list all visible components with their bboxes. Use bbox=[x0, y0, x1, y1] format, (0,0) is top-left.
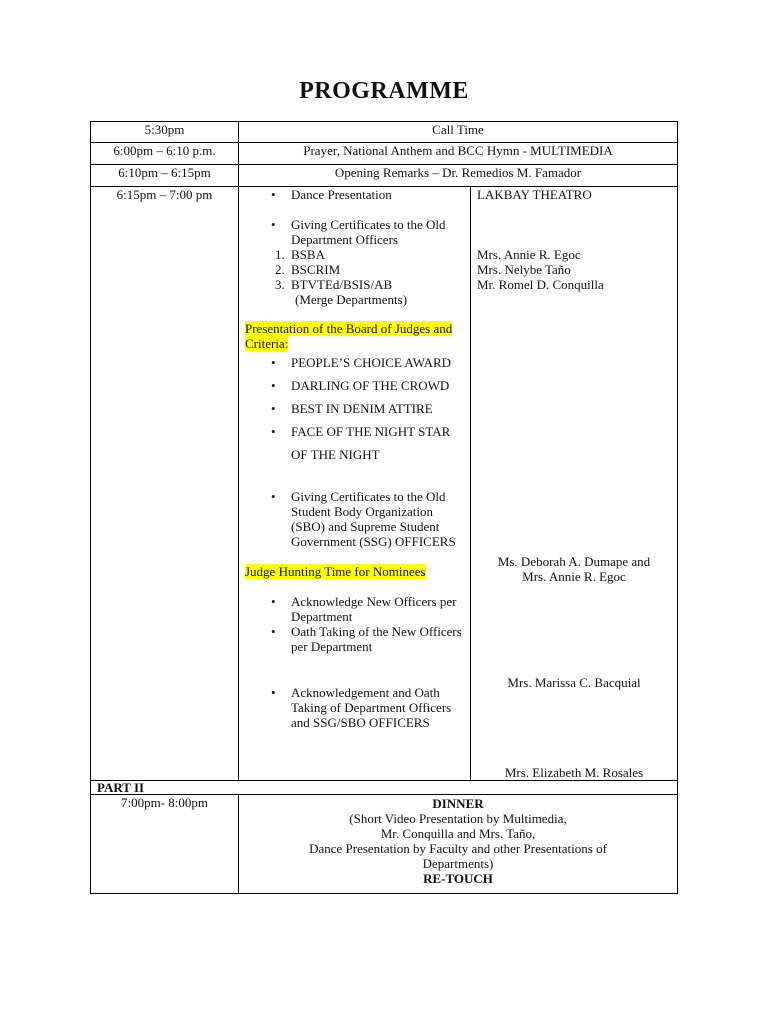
presenter-name: Mrs. Annie R. Egoc bbox=[522, 569, 626, 584]
page-title: PROGRAMME bbox=[299, 78, 469, 104]
list-item: • PEOPLE’S CHOICE AWARD bbox=[245, 351, 464, 374]
department-name: BSBA bbox=[291, 247, 325, 262]
sbo-cert-list bbox=[245, 489, 464, 549]
judge-hunting-heading bbox=[245, 564, 464, 579]
list-item bbox=[245, 247, 464, 262]
dinner-line: (Short Video Presentation by Multimedia, bbox=[349, 811, 567, 826]
dance-list bbox=[245, 187, 464, 202]
list-item: • Giving Certificates to the Old Department Officers bbox=[245, 217, 464, 247]
table-row bbox=[91, 122, 678, 143]
list-number: 2. bbox=[275, 262, 285, 277]
presenter-name: Mrs. Nelybe Taño bbox=[477, 262, 571, 277]
presenter-cell bbox=[471, 187, 678, 781]
list-number: 3. bbox=[275, 277, 285, 292]
time-cell: 5:30pm bbox=[91, 122, 239, 143]
time-cell: 6:15pm – 7:00 pm bbox=[91, 187, 239, 781]
list-item: • DARLING OF THE CROWD bbox=[245, 374, 464, 397]
list-item bbox=[245, 277, 464, 292]
cert-list bbox=[245, 217, 464, 247]
list-item: • FACE OF THE NIGHT STAR OF THE NIGHT bbox=[245, 420, 464, 466]
presenter-name: Mr. Romel D. Conquilla bbox=[477, 277, 604, 292]
activity-cell: Prayer, National Anthem and BCC Hymn - MULTIMEDIA bbox=[239, 143, 678, 165]
list-item: • Acknowledgement and Oath Taking of Department Officers and SSG/SBO OFFICERS bbox=[245, 685, 464, 730]
time-cell: 7:00pm- 8:00pm bbox=[91, 795, 239, 894]
awards-list bbox=[245, 351, 464, 466]
officers-list bbox=[245, 594, 464, 654]
ack-oath-list bbox=[245, 685, 464, 730]
dinner-line: Departments) bbox=[422, 856, 494, 871]
presenter-name: Ms. Deborah A. Dumape and bbox=[497, 554, 651, 569]
list-item: • BEST IN DENIM ATTIRE bbox=[245, 397, 464, 420]
list-number: 1. bbox=[275, 247, 285, 262]
department-name: BSCRIM bbox=[291, 262, 341, 277]
department-name: BTVTEd/BSIS/AB bbox=[291, 277, 393, 292]
highlight-text: Presentation of the Board of Judges and Criteria: bbox=[245, 321, 453, 351]
list-item bbox=[245, 262, 464, 277]
time-cell: 6:10pm – 6:15pm bbox=[91, 165, 239, 187]
activity-cell bbox=[239, 187, 471, 781]
presenter-name: Mrs. Elizabeth M. Rosales bbox=[504, 765, 644, 780]
dinner-label: DINNER bbox=[432, 796, 484, 811]
dinner-line: Dance Presentation by Faculty and other Presentations of bbox=[309, 841, 607, 856]
table-row bbox=[91, 187, 678, 781]
highlight-text: Judge Hunting Time for Nominees bbox=[245, 564, 426, 579]
time-cell: 6:00pm – 6:10 p.m. bbox=[91, 143, 239, 165]
activity-cell: Opening Remarks – Dr. Remedios M. Famador bbox=[239, 165, 678, 187]
programme-table bbox=[90, 121, 678, 894]
presenter-name: Mrs. Marissa C. Bacquial bbox=[507, 675, 641, 690]
list-item: • Oath Taking of the New Officers per Department bbox=[245, 624, 464, 654]
venue-label: LAKBAY THEATRO bbox=[477, 187, 592, 202]
judges-heading bbox=[245, 321, 464, 351]
dinner-line: Mr. Conquilla and Mrs. Taño, bbox=[380, 826, 536, 841]
table-row bbox=[91, 143, 678, 165]
list-item: • Giving Certificates to the Old Student Body Organization (SBO) and Supreme Student Government (SSG) OFFICERS bbox=[245, 489, 464, 549]
presenter-name: Mrs. Annie R. Egoc bbox=[477, 247, 581, 262]
table-row bbox=[91, 781, 678, 795]
department-list bbox=[245, 247, 464, 292]
retouch-label: RE-TOUCH bbox=[423, 871, 493, 886]
table-row bbox=[91, 795, 678, 894]
activity-cell bbox=[239, 795, 678, 894]
table-row bbox=[91, 165, 678, 187]
part-label: PART II bbox=[91, 781, 678, 795]
merge-note: (Merge Departments) bbox=[295, 292, 408, 307]
activity-cell: Call Time bbox=[239, 122, 678, 143]
list-item: • Dance Presentation bbox=[245, 187, 464, 202]
list-item: • Acknowledge New Officers per Department bbox=[245, 594, 464, 624]
